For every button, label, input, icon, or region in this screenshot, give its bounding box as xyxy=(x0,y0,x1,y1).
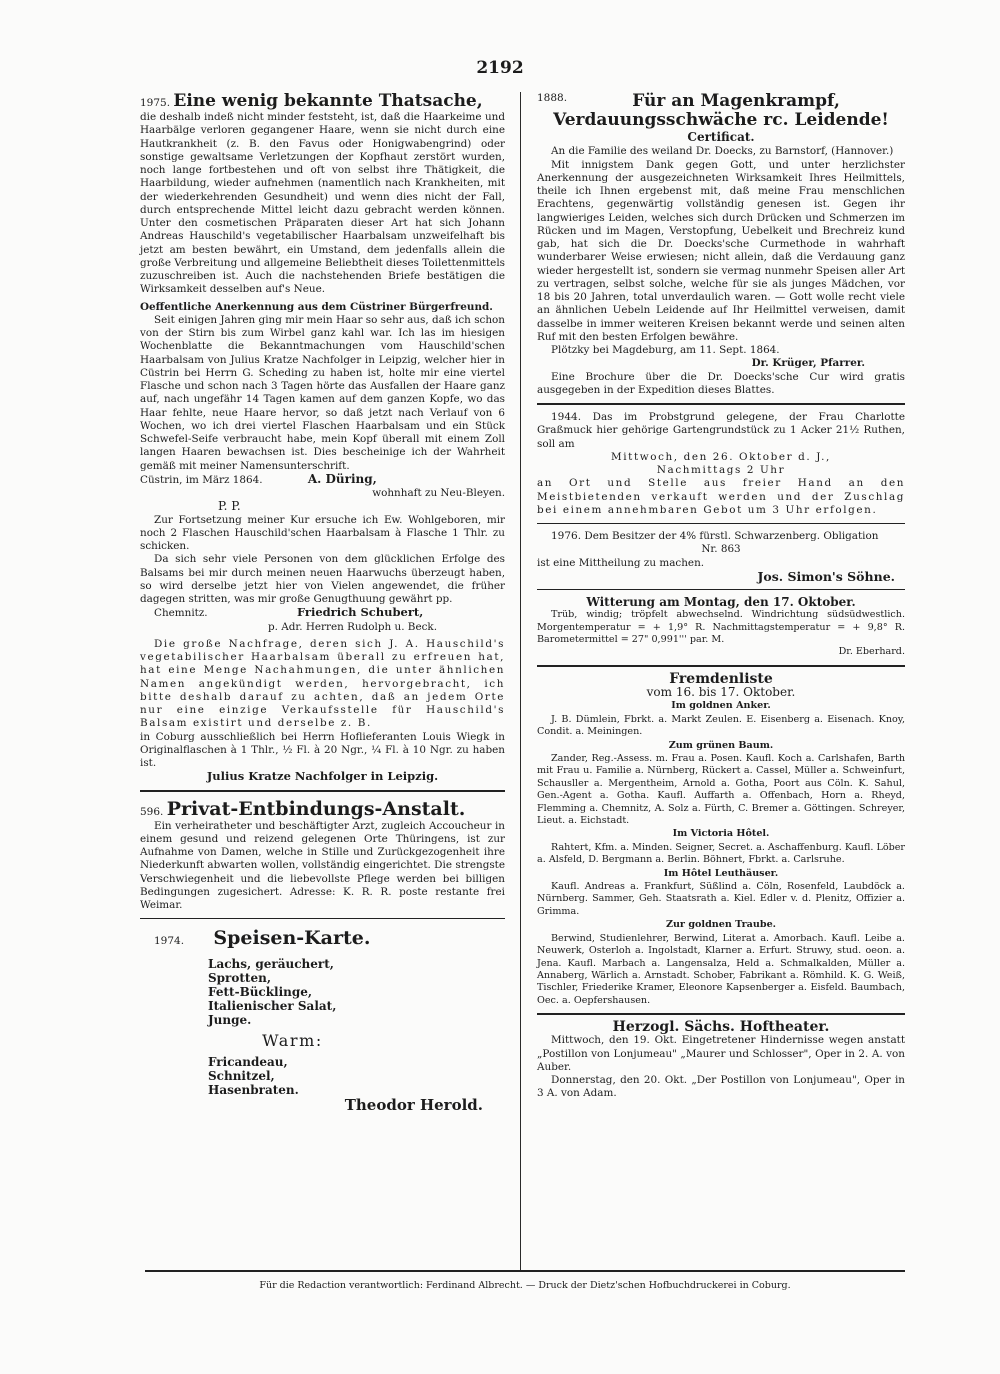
testimonial-letter: Zur Fortsetzung meiner Kur ersuche ich Ew. Wohlgeboren, mir noch 2 Flaschen Hauschild'schen Haarbalsam à Flasche 1 Thlr. zu schicken. xyxy=(140,513,505,552)
signature: Dr. Eberhard. xyxy=(838,646,905,658)
obligation-number: Nr. 863 xyxy=(701,543,741,556)
right-column xyxy=(537,92,905,1101)
weather-title: Witterung am Montag, den 17. Oktober. xyxy=(586,595,856,609)
imprint-footer: Für die Redaction verantwortlich: Ferdinand Albrecht. — Druck der Dietz'schen Hofbuchdruckerei in Coburg. xyxy=(259,1280,791,1291)
ad-title: Speisen-Karte. xyxy=(213,927,371,950)
testimonial-letter: Da sich sehr viele Personen von dem glücklichen Erfolge des Balsams bei mir durch meinen neuen Haarwuchs überzeugt haben, so wird derselbe jetzt hier von Vielen angewendet, die früher dagegen stritten, was mir große Genugthuung gewährt pp. xyxy=(140,553,505,605)
left-column xyxy=(140,92,505,1113)
hotel-name: Zur goldnen Traube. xyxy=(665,919,777,931)
letter-salutation: P. P. xyxy=(218,499,241,514)
menu-item: Schnitzel, xyxy=(208,1069,275,1084)
ad-1976 xyxy=(537,530,905,583)
separator xyxy=(537,403,905,405)
signature-note: wohnhaft zu Neu-Bleyen. xyxy=(372,487,505,499)
ad-number: 1975. xyxy=(140,97,171,109)
hotel-name: Im Victoria Hôtel. xyxy=(672,828,770,840)
ad-1888 xyxy=(537,92,905,397)
menu-item: Junge. xyxy=(208,1013,252,1028)
hotel-name: Zum grünen Baum. xyxy=(668,739,774,751)
ad-body: Mit innigstem Dank gegen Gott, und unter herzlichster Anerkennung der ausgezeichneten Wirksamkeit Ihres Heilmittels, theile ich Ihnen ergebenst mit, daß meine Frau menschlichen Erachtens, gegenwärtig vollständig genesen ist. Gegen ihr langwieriges Leiden, welches sich durch Drücken und Schmerzen im Rücken und im Magen, Verstopfung, Uebelkeit und Brechreiz kund gab, hat sich die Dr. Doecks'sche Curmethode in wahrhaft wunderbarer Weise erwiesen; nicht allein, daß die Verdauung ganz wieder hergestellt ist, sondern sie vermag nunmehr Speisen aller Art zu vertragen, selbst solche, welche für sie als junges Mädchen, vor 18 bis 20 Jahren, total unverdaulich waren. — Gott wolle recht viele an ähnlichen Uebeln Leidende auf Ihr Heilmittel verweisen, damit dasselbe in immer weiteren Kreisen bekannt werde und seinen alten Ruf mit den besten Erfolgen bewähre. xyxy=(537,158,905,343)
firm-name: Julius Kratze Nachfolger in Leipzig. xyxy=(206,769,439,784)
ad-1975 xyxy=(140,92,505,784)
ad-596 xyxy=(140,798,505,913)
hotel-guests: Kaufl. Andreas a. Frankfurt, Süßlind a. Cöln, Rosenfeld, Laubdöck a. Nürnberg. Sammer, Geh. Staatsrath a. Kiel. Edler v. d. Plenitz, Offizier a. Grimma. xyxy=(537,881,905,917)
menu-item: Hasenbraten. xyxy=(208,1083,299,1098)
retail-notice: in Coburg ausschließlich bei Herrn Hoflieferanten Louis Wiegk in Originalflaschen à 1 Thlr., ½ Fl. à 20 Ngr., ¼ Fl. à 10 Ngr. zu haben ist. xyxy=(140,730,505,769)
bottom-rule xyxy=(145,1270,905,1272)
ad-number: 1976. xyxy=(551,530,582,542)
ad-number: 596. xyxy=(140,805,164,818)
weather-report xyxy=(537,596,905,659)
separator xyxy=(140,790,505,792)
guest-list-date: vom 16. bis 17. Oktober. xyxy=(646,685,796,700)
ad-title: Eine wenig bekannte Thatsache, xyxy=(173,91,483,111)
menu-section-heading: Warm: xyxy=(262,1031,323,1051)
separator xyxy=(537,1013,905,1015)
theater-notice xyxy=(537,1021,905,1101)
hotel-guests: Rahtert, Kfm. a. Minden. Seigner, Secret. a. Aschaffenburg. Kaufl. Löber a. Alsfeld, D. Bergmann a. Berlin. Böhnert, Fbrkt. a. Carlsruhe. xyxy=(537,841,905,866)
column-divider xyxy=(520,92,521,1272)
hotel-name: Im goldnen Anker. xyxy=(671,700,771,712)
signature: Theodor Herold. xyxy=(344,1096,483,1115)
theater-program: Donnerstag, den 20. Okt. „Der Postillon von Lonjumeau", Oper in 3 A. von Adam. xyxy=(537,1074,905,1100)
hotel-guests: Berwind, Studienlehrer, Berwind, Literat a. Amorbach. Kaufl. Leibe a. Neuwerk, Osterloh a. Ingolstadt, Klarner a. Erfurt. Struwy, stud. oeon. a. Jena. Kaufl. Marbach a. Langensalza, Held a. Schmalkalden, Müller a. Annaberg, Wärlich a. Arnstadt. Schober, Fabrikant a. Römhild. K. G. Weiß, Tischler, Friederike Kramer, Eleonore Kapsenberger a. Eisfeld. Baumbach, Oec. a. Oepfershausen. xyxy=(537,932,905,1006)
separator xyxy=(537,665,905,667)
signature: Jos. Simon's Söhne. xyxy=(757,568,895,584)
hotel-guests: J. B. Dümlein, Fbrkt. a. Markt Zeulen. E. Eisenberg a. Eisenach. Knoy, Condit. a. Meiningen. xyxy=(537,713,905,738)
ad-subheading: Certificat. xyxy=(687,130,755,144)
separator xyxy=(537,523,905,524)
letter-place-signature: Chemnitz. Friedrich Schubert, xyxy=(154,605,424,620)
ad-body: Ein verheiratheter und beschäftigter Arzt, zugleich Accoucheur in einem gesund und reizend gelegenen Orte Thüringens, ist zur Aufnahme von Damen, welche in Stille und Zurückgezogenheit ihre Niederkunft abwarten wollen, vollständig eingerichtet. Die strengste Verschwiegenheit und die liebevollste Pflege werden bei billigen Bedingungen zugesichert. Adresse: K. R. R. poste restante frei Weimar. xyxy=(140,819,505,911)
hotel-guests: Zander, Reg.-Assess. m. Frau a. Posen. Kaufl. Koch a. Carlshafen, Barth mit Frau u. Familie a. Nürnberg, Rückert a. Cassel, Müller a. Schweinfurt, Schausller a. Mergentheim, Arnold a. Gotha, Poort aus Cöln. K. Sahul, Gen.-Agent a. Gotha. Kaufl. Auffarth a. Offenbach, Horn a. Rheyd, Flemming a. Chemnitz, A. Solz a. Fürth, C. Bremer a. Göttingen. Schreyer, Lieut. a. Eichstadt. xyxy=(537,753,905,827)
theater-program: Mittwoch, den 19. Okt. Eingetretener Hindernisse wegen anstatt „Postillon von Lonjumeau" „Maurer und Schlosser", Oper in 2. A. von Auber. xyxy=(537,1034,905,1073)
ad-number: 1974. xyxy=(154,935,185,948)
guest-list-title: Fremdenliste xyxy=(669,670,773,687)
signature: Dr. Krüger, Pfarrer. xyxy=(751,357,865,370)
ad-body: ist eine Mittheilung zu machen. xyxy=(537,556,705,569)
letter-place-date: Plötzky bei Magdeburg, am 11. Sept. 1864. xyxy=(551,344,780,356)
ad-1974 xyxy=(140,927,505,1115)
menu-item: Lachs, geräuchert, xyxy=(208,957,334,972)
ad-body: die deshalb indeß nicht minder feststeht, ist, daß die Haarkeime und Haarbälge verloren gegangener Haare, wenn sie nicht durch eine Hautkrankheit (z. B. den Favus oder Honigwabengrind) oder sonstige gewaltsame Verletzungen der Kopfhaut zerstört wurden, noch lange fortbestehen und oft von selbst ihre Thätigkeit, die Haarbildung, wieder aufnehmen (namentlich nach Krankheiten, mit der wiederkehrenden Gesundheit) und wenn dies nicht der Fall, durch entsprechende Mittel leicht dazu gebracht werden können. Unter den cosmetischen Präparaten dieser Art hat sich Johann Andreas Hauschild's vegetabilischer Haarbalsam unzweifelhaft bis jetzt am besten bewährt, ein Umstand, dem jedenfalls allein die große Verbreitung und allgemeine Beliebtheit dieses Toilettenmittels zuzuschreiben ist. Auch die nachstehenden Briefe bestätigen die Wirksamkeit desselben auf's Neue. xyxy=(140,111,505,296)
ad-note: Eine Brochure über die Dr. Doecks'sche Cur wird gratis ausgegeben in der Expedition dieses Blattes. xyxy=(537,370,905,396)
ad-title: Für an Magenkrampf, Verdauungsschwäche rc. Leidende! xyxy=(553,91,889,130)
weather-body: Trüb, windig; tröpfelt abwechselnd. Windrichtung südsüdwestlich. Morgentemperatur = + 1,9° R. Nachmittagstemperatur = + 9,8° R. Barometermittel = 27" 0,991''' par. M. xyxy=(537,609,905,646)
ad-1944 xyxy=(537,411,905,517)
auction-time: Nachmittags 2 Uhr xyxy=(656,464,786,476)
menu-item: Fett-Bücklinge, xyxy=(208,985,313,1000)
ad-subheading: Oeffentliche Anerkennung aus dem Cüstriner Bürgerfreund. xyxy=(140,300,493,313)
theater-title: Herzogl. Sächs. Hoftheater. xyxy=(612,1019,830,1036)
ad-body: an Ort und Stelle aus freier Hand an den Meistbietenden verkauft werden und der Zuschlag bei einem annehmbaren Gebot um 3 Uhr erfolgen. xyxy=(537,477,905,516)
letter-place-date: Cüstrin, im März 1864. A. Düring, xyxy=(140,471,377,486)
ad-body: Dem Besitzer der 4% fürstl. Schwarzenberg. Obligation xyxy=(584,530,879,542)
ad-number: 1944. xyxy=(551,411,582,423)
ad-intro: An die Familie des weiland Dr. Doecks, zu Barnstorf, (Hannover.) xyxy=(551,145,894,158)
ad-number: 1888. xyxy=(537,92,568,104)
guest-list xyxy=(537,670,905,1007)
auction-date: Mittwoch, den 26. Oktober d. J., xyxy=(611,450,831,463)
menu-item: Sprotten, xyxy=(208,971,272,986)
ad-body: Das im Probstgrund gelegene, der Frau Charlotte Graßmuck hier gehörige Gartengrundstück zu 1 Acker 21½ Ruthen, soll am xyxy=(537,411,905,450)
signature: Friedrich Schubert, xyxy=(296,605,424,620)
hotel-name: Im Hôtel Leuthäuser. xyxy=(663,867,779,879)
separator xyxy=(140,918,505,919)
separator xyxy=(537,589,905,590)
ad-title: Privat-Entbindungs-Anstalt. xyxy=(166,797,466,820)
menu-item: Italienischer Salat, xyxy=(208,999,337,1014)
menu-item: Fricandeau, xyxy=(208,1055,288,1070)
testimonial-letter: Seit einigen Jahren ging mir mein Haar so sehr aus, daß ich schon von der Stirn bis zum Wirbel ganz kahl war. Ich las im hiesigen Wochenblatte die Bekanntmachungen vom Hauschild'schen Haarbalsam von Julius Kratze Nachfolger in Leipzig, welcher hier in Cüstrin bei Herrn G. Scheding zu haben ist, holte mir eine viertel Flasche und schon nach 3 Tagen hörte das Ausfallen der Haare ganz auf, nach ungefähr 14 Tagen kamen auf dem ganzen Kopfe, wo das Haar fehlte, neue Haare hervor, so daß jetzt nach Verlauf von 6 Wochen, wo ich drei viertel Flaschen Haarbalsam und ein Stück Schwefel-Seife verbraucht habe, mein Kopf überall mit einem Zoll langen Haaren bewachsen ist. Dies bescheinige ich der Wahrheit gemäß mit meiner Namensunterschrift. xyxy=(140,313,505,472)
page-number: 2192 xyxy=(476,58,524,78)
notice-text: Die große Nachfrage, deren sich J. A. Hauschild's vegetabilischer Haarbalsam überall zu erfreuen hat, hat eine Menge Nachahmungen, die unter ähnlichen Namen angekündigt werden, hervorgebracht, ich bitte deshalb darauf zu achten, daß an jedem Orte nur eine einzige Verkaufsstelle für Hauschild's Balsam existirt und derselbe z. B. xyxy=(140,637,505,730)
signature-note: p. Adr. Herren Rudolph u. Beck. xyxy=(267,620,438,633)
signature: A. Düring, xyxy=(307,471,377,486)
